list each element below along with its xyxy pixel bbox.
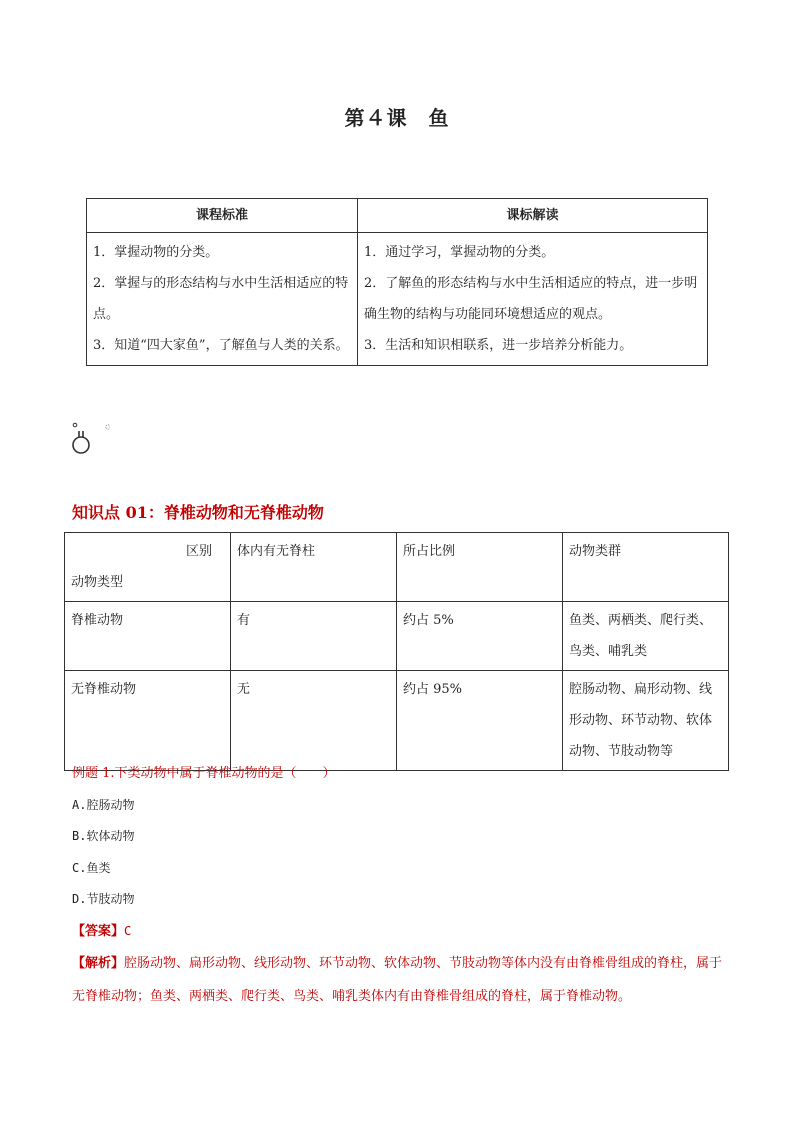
option-a [72, 790, 732, 822]
option-text: A.腔肠动物 [72, 797, 135, 812]
table-row [65, 671, 729, 771]
column-header: 体内有无脊柱 [231, 533, 397, 602]
column-header: 动物类群 [563, 533, 729, 602]
option-b [72, 821, 732, 853]
table-cell: 腔肠动物、扁形动物、线形动物、环节动物、软体动物、节肢动物等 [563, 671, 729, 771]
interpretation-item: 1．通过学习，掌握动物的分类。 [364, 245, 555, 260]
option-text: C.鱼类 [72, 860, 111, 875]
explanation-paragraph [72, 947, 732, 1013]
example-question-block [72, 758, 732, 1013]
standards-header: 课程标准 [87, 199, 358, 233]
column-header: 所占比例 [397, 533, 563, 602]
corner-top-label: 区别 [185, 544, 212, 559]
question-text: 例题 1.下类动物中属于脊椎动物的是（ ） [72, 766, 336, 781]
curriculum-standards-table [86, 198, 708, 366]
option-d [72, 884, 732, 916]
standards-cell [87, 233, 358, 366]
answer-value: C [124, 923, 132, 938]
corner-bottom-label: 动物类型 [71, 575, 124, 590]
interpretation-item: 2．了解鱼的形态结构与水中生活相适应的特点，进一步明确生物的结构与功能同环境想适应的观点。 [364, 276, 698, 322]
standard-item: 1．掌握动物的分类。 [93, 245, 219, 260]
table-cell: 约占 95% [397, 671, 563, 771]
table-corner-cell [65, 533, 231, 602]
standard-item: 2．掌握与的形态结构与水中生活相适应的特点。 [93, 276, 349, 322]
page-title: 第４课 鱼 [344, 106, 450, 130]
option-text: D.节肢动物 [72, 892, 135, 906]
explanation-tag: 【解析】 [72, 956, 125, 971]
flask-icon [70, 420, 110, 460]
table-cell: 无脊椎动物 [65, 671, 231, 771]
knowledge-point-heading: 知识点 01：脊椎动物和无脊椎动物 [72, 503, 324, 522]
vertebrate-comparison-table [64, 532, 729, 771]
table-cell: 约占 5% [397, 602, 563, 671]
table-cell: 脊椎动物 [65, 602, 231, 671]
answer-tag: 【答案】 [72, 923, 125, 939]
table-cell: 无 [231, 671, 397, 771]
interpretation-header: 课标解读 [358, 199, 708, 233]
table-cell: 有 [231, 602, 397, 671]
standard-item: 3．知道“四大家鱼”，了解鱼与人类的关系。 [93, 338, 349, 353]
option-text: B.软体动物 [72, 829, 135, 843]
answer-line [72, 916, 732, 948]
interpretation-item: 3．生活和知识相联系，进一步培养分析能力。 [364, 338, 633, 353]
table-row [65, 602, 729, 671]
table-cell: 鱼类、两栖类、爬行类、鸟类、哺乳类 [563, 602, 729, 671]
option-c [72, 853, 732, 885]
interpretation-cell [358, 233, 708, 366]
explanation-text: 腔肠动物、扁形动物、线形动物、环节动物、软体动物、节肢动物等体内没有由脊椎骨组成的脊柱，属于无脊椎动物；鱼类、两栖类、爬行类、鸟类、哺乳类体内有由脊椎骨组成的脊柱，属于脊椎动物。 [72, 956, 723, 1004]
